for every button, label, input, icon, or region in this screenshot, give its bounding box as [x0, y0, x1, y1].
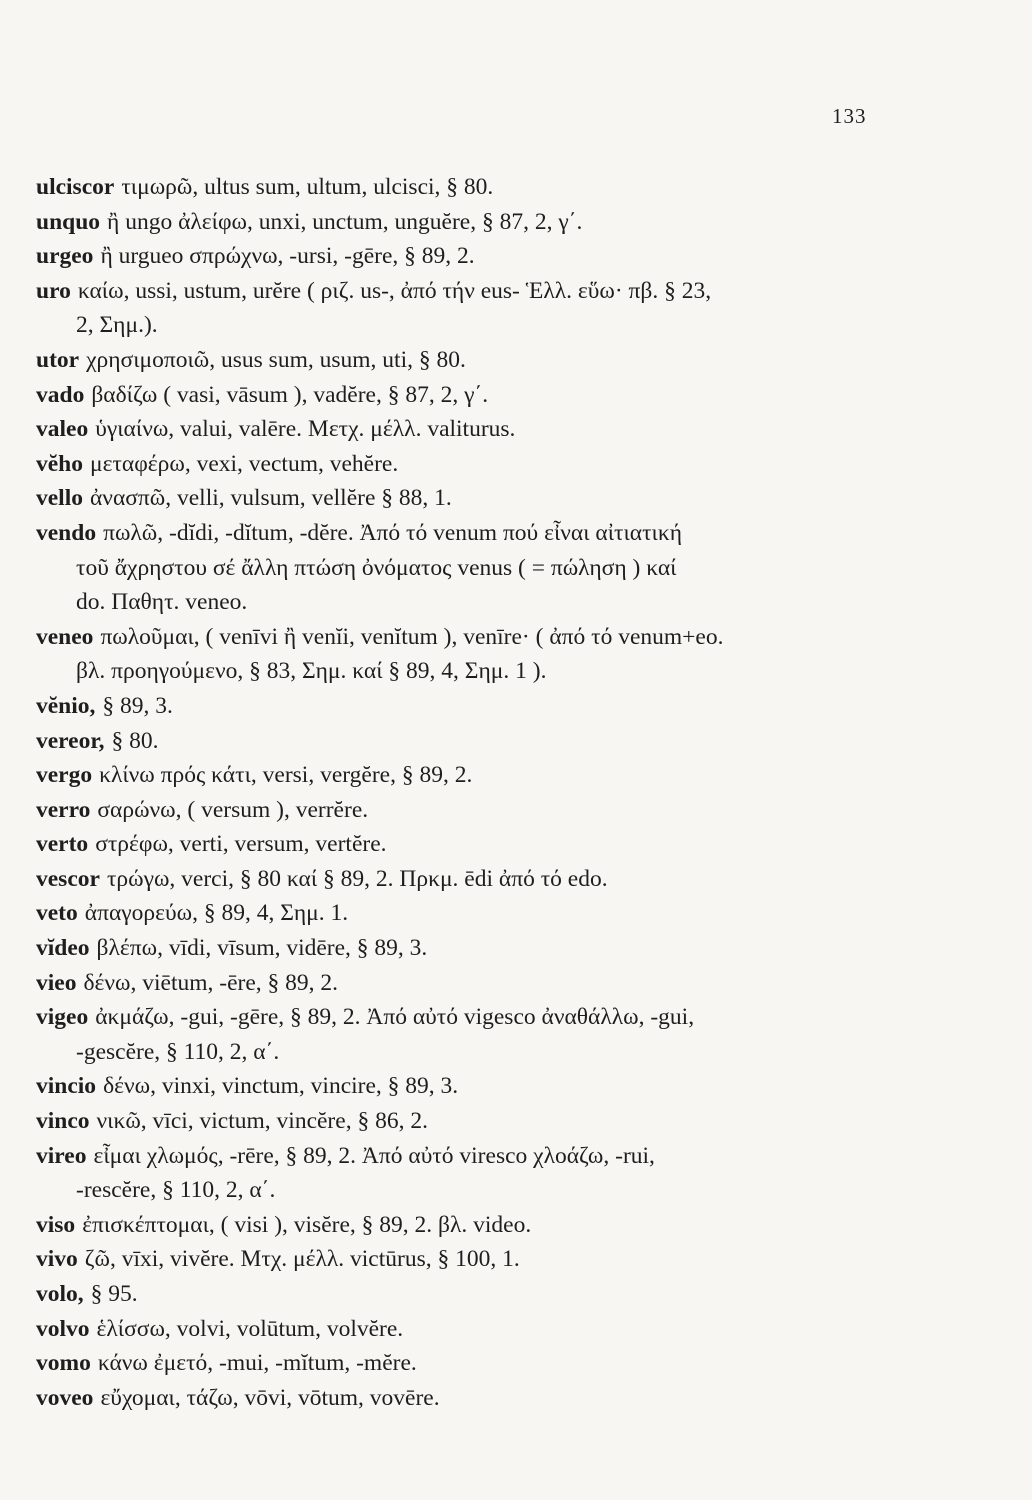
entry-first-line	[36, 1069, 916, 1104]
entry-continuation-line	[36, 551, 916, 586]
dictionary-entry	[36, 1000, 916, 1069]
entry-first-line	[36, 343, 916, 378]
definition-text: § 89, 3.	[102, 692, 173, 719]
definition-text: § 95.	[90, 1281, 138, 1307]
entry-first-line	[36, 896, 916, 931]
definition-text: κλίνω πρός κάτι, versi, vergĕre, § 89, 2.	[99, 762, 473, 789]
definition-text: 2, Σημ.).	[76, 312, 158, 339]
dictionary-entry	[36, 931, 916, 966]
entry-first-line	[36, 1000, 916, 1035]
definition-text: -rescĕre, § 110, 2, α΄.	[76, 1177, 276, 1204]
entry-first-line	[36, 516, 916, 551]
entry-first-line	[36, 205, 916, 240]
dictionary-entry	[36, 274, 916, 343]
dictionary-entry	[36, 1139, 916, 1208]
definition-text: -gescĕre, § 110, 2, α΄.	[76, 1038, 280, 1065]
dictionary-entry	[36, 827, 916, 862]
definition-text: εὔχομαι, τάζω, vōvi, vōtum, vovēre.	[100, 1384, 440, 1411]
entry-first-line	[36, 378, 916, 413]
headword: utor	[36, 346, 80, 373]
entry-first-line	[36, 827, 916, 862]
entry-first-line	[36, 1312, 916, 1347]
headword: vinco	[36, 1108, 90, 1135]
definition-text: βλέπω, vīdi, vīsum, vidēre, § 89, 3.	[96, 935, 428, 962]
entry-first-line	[36, 620, 916, 655]
headword: uro	[36, 277, 71, 304]
definition-text: μεταφέρω, vexi, vectum, vehĕre.	[90, 450, 399, 477]
entry-first-line	[36, 1381, 916, 1416]
headword: vomo	[36, 1350, 91, 1377]
definition-text: τιμωρῶ, ultus sum, ultum, ulcisci, § 80.	[121, 174, 494, 200]
dictionary-entry	[36, 896, 916, 931]
dictionary-entry	[36, 793, 916, 828]
dictionary-entry	[36, 1346, 916, 1381]
entry-first-line	[36, 412, 916, 447]
definition-text: σαρώνω, ( versum ), verrĕre.	[97, 796, 369, 823]
entry-continuation-line	[36, 1035, 916, 1070]
dictionary-entry	[36, 1208, 916, 1243]
entry-first-line	[36, 1277, 916, 1312]
headword: vĕho	[36, 450, 83, 477]
headword: ulciscor	[36, 174, 115, 200]
definition-text: § 80.	[111, 727, 159, 754]
definition-text: τοῦ ἄχρηστου σέ ἄλλη πτώση ὀνόματος venus ( = πώληση ) καί	[76, 554, 677, 581]
definition-text: ἐπισκέπτομαι, ( visi ), visĕre, § 89, 2. βλ. video.	[82, 1211, 532, 1238]
headword: vigeo	[36, 1004, 89, 1031]
headword: veto	[36, 900, 78, 927]
headword: vescor	[36, 865, 100, 892]
dictionary-entry	[36, 689, 916, 724]
dictionary-entry	[36, 170, 916, 205]
headword: vieo	[36, 969, 77, 996]
dictionary-entry	[36, 620, 916, 689]
definition-text: ἀκμάζω, -gui, -gēre, § 89, 2. Ἀπό αὐτό vigesco ἀναθάλλω, -gui,	[95, 1004, 695, 1031]
headword: vendo	[36, 519, 97, 546]
headword: vivo	[36, 1246, 78, 1273]
entry-first-line	[36, 931, 916, 966]
definition-text: βλ. προηγούμενο, § 83, Σημ. καί § 89, 4, Σημ. 1 ).	[76, 658, 547, 685]
headword: veneo	[36, 623, 94, 650]
dictionary-entry	[36, 412, 916, 447]
dictionary-entry	[36, 1277, 916, 1312]
definition-text: χρησιμοποιῶ, usus sum, usum, uti, § 80.	[86, 346, 466, 373]
definition-text: δένω, vinxi, vinctum, vincire, § 89, 3.	[103, 1073, 459, 1100]
headword: vĕnio,	[36, 692, 96, 719]
dictionary-entry	[36, 343, 916, 378]
dictionary-entry	[36, 447, 916, 482]
headword: vello	[36, 485, 83, 512]
definition-text: πωλῶ, -dĭdi, -dĭtum, -dĕre. Ἀπό τό venum πού εἶναι αἰτιατική	[103, 519, 683, 546]
definition-text: ἀνασπῶ, velli, vulsum, vellĕre § 88, 1.	[90, 485, 452, 512]
entry-first-line	[36, 724, 916, 759]
definition-text: νικῶ, vīci, victum, vincĕre, § 86, 2.	[96, 1108, 428, 1135]
definition-text: ζῶ, vīxi, vivĕre. Μτχ. μέλλ. victūrus, § 100, 1.	[84, 1246, 520, 1273]
dictionary-entry	[36, 862, 916, 897]
definition-text: ἀπαγορεύω, § 89, 4, Σημ. 1.	[84, 900, 349, 927]
headword: vergo	[36, 762, 93, 789]
headword: viso	[36, 1211, 76, 1238]
dictionary-entry	[36, 966, 916, 1001]
entry-continuation-line	[36, 654, 916, 689]
definition-text: ἑλίσσω, volvi, volūtum, volvĕre.	[96, 1315, 404, 1342]
headword: voveo	[36, 1384, 94, 1411]
definition-text: ἢ urgueo σπρώχνω, -ursi, -gēre, § 89, 2.	[100, 243, 475, 270]
dictionary-entry	[36, 481, 916, 516]
entry-first-line	[36, 481, 916, 516]
entry-first-line	[36, 793, 916, 828]
dictionary-entry	[36, 758, 916, 793]
entry-first-line	[36, 758, 916, 793]
headword: verto	[36, 831, 89, 858]
headword: vireo	[36, 1142, 87, 1169]
definition-text: καίω, ussi, ustum, urĕre ( ριζ. us-, ἀπό τήν eus- Ἑλλ. εὕω· πβ. § 23,	[77, 277, 712, 304]
headword: vincio	[36, 1073, 97, 1100]
entry-first-line	[36, 966, 916, 1001]
entry-continuation-line	[36, 585, 916, 620]
headword: vĭdeo	[36, 935, 90, 962]
dictionary-entry	[36, 378, 916, 413]
definition-text: πωλοῦμαι, ( venīvi ἢ venĭi, venĭtum ), venīre· ( ἀπό τό venum+eo.	[100, 623, 724, 650]
headword: valeo	[36, 416, 89, 443]
definition-text: do. Παθητ. veneo.	[76, 589, 248, 616]
dictionary-entry	[36, 516, 916, 620]
entry-first-line	[36, 274, 916, 309]
entry-first-line	[36, 1346, 916, 1381]
headword: volo,	[36, 1281, 84, 1307]
dictionary-entry	[36, 1381, 916, 1416]
headword: vereor,	[36, 727, 105, 754]
entry-first-line	[36, 1139, 916, 1174]
entry-first-line	[36, 447, 916, 482]
definition-text: δένω, viētum, -ēre, § 89, 2.	[83, 969, 339, 996]
headword: urgeo	[36, 243, 94, 270]
headword: vado	[36, 381, 85, 408]
entry-first-line	[36, 862, 916, 897]
entry-continuation-line	[36, 308, 916, 343]
headword: volvo	[36, 1315, 90, 1342]
dictionary-entries	[36, 170, 916, 1415]
dictionary-entry	[36, 1069, 916, 1104]
definition-text: τρώγω, verci, § 80 καί § 89, 2. Πρκμ. ēdi ἀπό τό edo.	[106, 865, 608, 892]
definition-text: ἢ ungo ἀλείφω, unxi, unctum, unguĕre, § 87, 2, γ΄.	[107, 208, 583, 235]
entry-first-line	[36, 1104, 916, 1139]
dictionary-entry	[36, 1104, 916, 1139]
definition-text: στρέφω, verti, versum, vertĕre.	[95, 831, 387, 858]
definition-text: κάνω ἐμετό, -mui, -mĭtum, -mĕre.	[97, 1350, 417, 1377]
definition-text: βαδίζω ( vasi, vāsum ), vadĕre, § 87, 2, γ΄.	[91, 381, 489, 408]
definition-text: ὑγιαίνω, valui, valēre. Μετχ. μέλλ. valiturus.	[95, 416, 516, 443]
definition-text: εἶμαι χλωμός, -rēre, § 89, 2. Ἀπό αὐτό viresco χλοάζω, -rui,	[93, 1142, 655, 1169]
entry-continuation-line	[36, 1173, 916, 1208]
entry-first-line	[36, 239, 916, 274]
entry-first-line	[36, 1208, 916, 1243]
dictionary-entry	[36, 239, 916, 274]
page-number: 133	[832, 104, 867, 128]
entry-first-line	[36, 689, 916, 724]
headword: unquo	[36, 208, 101, 235]
entry-first-line	[36, 170, 916, 205]
headword: verro	[36, 796, 91, 823]
dictionary-entry	[36, 205, 916, 240]
dictionary-entry	[36, 1242, 916, 1277]
dictionary-entry	[36, 724, 916, 759]
dictionary-entry	[36, 1312, 916, 1347]
entry-first-line	[36, 1242, 916, 1277]
